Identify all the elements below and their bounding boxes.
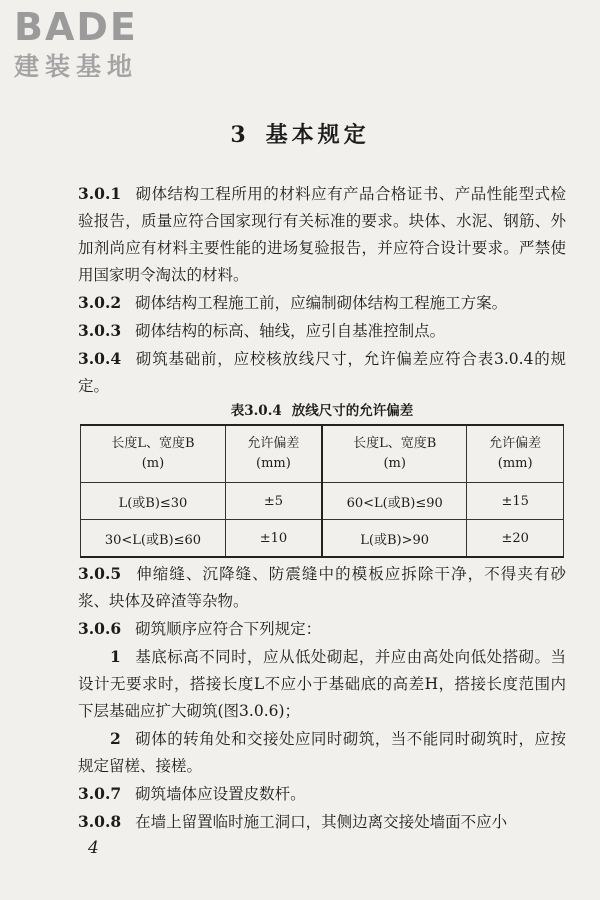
- sections-bottom: [78, 560, 566, 836]
- chapter-heading: [0, 118, 600, 149]
- header-cell: 长度L、宽度B (m): [322, 425, 467, 483]
- item-number: 2: [110, 729, 121, 748]
- table-caption: [78, 399, 566, 419]
- section-number: 3.0.4: [78, 349, 122, 368]
- table-header-row: [81, 425, 564, 483]
- table-cell: ±20: [467, 520, 564, 558]
- section-number: 3.0.3: [78, 321, 122, 340]
- table-number: 表3.0.4: [230, 403, 282, 419]
- header-cell: 允许偏差 (mm): [225, 425, 322, 483]
- section-number: 3.0.1: [78, 184, 122, 203]
- item-text: 基底标高不同时，应从低处砌起，并应由高处向低处搭砌。当设计无要求时，搭接长度L不应小于基础底的高差H，搭接长度范围内下层基础应扩大砌筑(图3.0.6)；: [78, 648, 566, 720]
- table-cell: L(或B)≤30: [81, 483, 226, 520]
- section-3-0-2: [78, 289, 566, 317]
- section-number: 3.0.8: [78, 812, 122, 831]
- item-number: 1: [110, 647, 121, 666]
- table-row: [81, 520, 564, 558]
- table-cell: ±15: [467, 483, 564, 520]
- section-3-0-1: [78, 180, 566, 289]
- logo-wordmark: BADE: [14, 5, 138, 49]
- page-number: 4: [88, 838, 99, 858]
- section-text: 伸缩缝、沉降缝、防震缝中的模板应拆除干净，不得夹有砂浆、块体及碎渣等杂物。: [78, 565, 566, 610]
- section-text: 在墙上留置临时施工洞口，其侧边离交接处墙面不应小: [135, 813, 508, 831]
- section-text: 砌筑墙体应设置皮数杆。: [135, 785, 306, 803]
- section-text: 砌筑顺序应符合下列规定：: [135, 620, 322, 638]
- section-number: 3.0.5: [78, 564, 122, 583]
- item-text: 砌体的转角处和交接处应同时砌筑，当不能同时砌筑时，应按规定留槎、接槎。: [78, 730, 566, 775]
- section-text: 砌体结构的标高、轴线，应引自基准控制点。: [135, 322, 446, 340]
- table-cell: ±10: [225, 520, 322, 558]
- table-cell: ±5: [225, 483, 322, 520]
- list-item: [78, 725, 566, 780]
- tolerance-table: [80, 424, 564, 558]
- header-cell: 允许偏差 (mm): [467, 425, 564, 483]
- logo: [14, 4, 138, 82]
- section-text: 砌体结构工程所用的材料应有产品合格证书、产品性能型式检验报告，质量应符合国家现行有关标准的要求。块体、水泥、钢筋、外加剂尚应有材料主要性能的进场复验报告，并应符合设计要求。严禁使用国家明令淘汰的材料。: [78, 185, 566, 284]
- sections-top: [78, 180, 566, 400]
- section-3-0-4: [78, 345, 566, 400]
- chapter-title: 基本规定: [265, 122, 370, 148]
- section-text: 砌体结构工程施工前，应编制砌体结构工程施工方案。: [135, 294, 508, 312]
- logo-subtitle: 建装基地: [14, 52, 139, 81]
- table-cell: L(或B)>90: [322, 520, 467, 558]
- section-3-0-8: [78, 808, 566, 836]
- section-number: 3.0.6: [78, 619, 122, 638]
- list-item: [78, 643, 566, 725]
- table-cell: 60<L(或B)≤90: [322, 483, 467, 520]
- table-cell: 30<L(或B)≤60: [81, 520, 226, 558]
- section-text: 砌筑基础前，应校核放线尺寸，允许偏差应符合表3.0.4的规定。: [78, 350, 566, 395]
- section-3-0-7: [78, 780, 566, 808]
- section-3-0-3: [78, 317, 566, 345]
- table-row: [81, 483, 564, 520]
- table-title: 放线尺寸的允许偏差: [291, 403, 414, 419]
- section-3-0-5: [78, 560, 566, 615]
- chapter-number: 3: [230, 122, 250, 148]
- section-number: 3.0.7: [78, 784, 122, 803]
- section-number: 3.0.2: [78, 293, 122, 312]
- header-cell: 长度L、宽度B (m): [81, 425, 226, 483]
- section-3-0-6: [78, 615, 566, 643]
